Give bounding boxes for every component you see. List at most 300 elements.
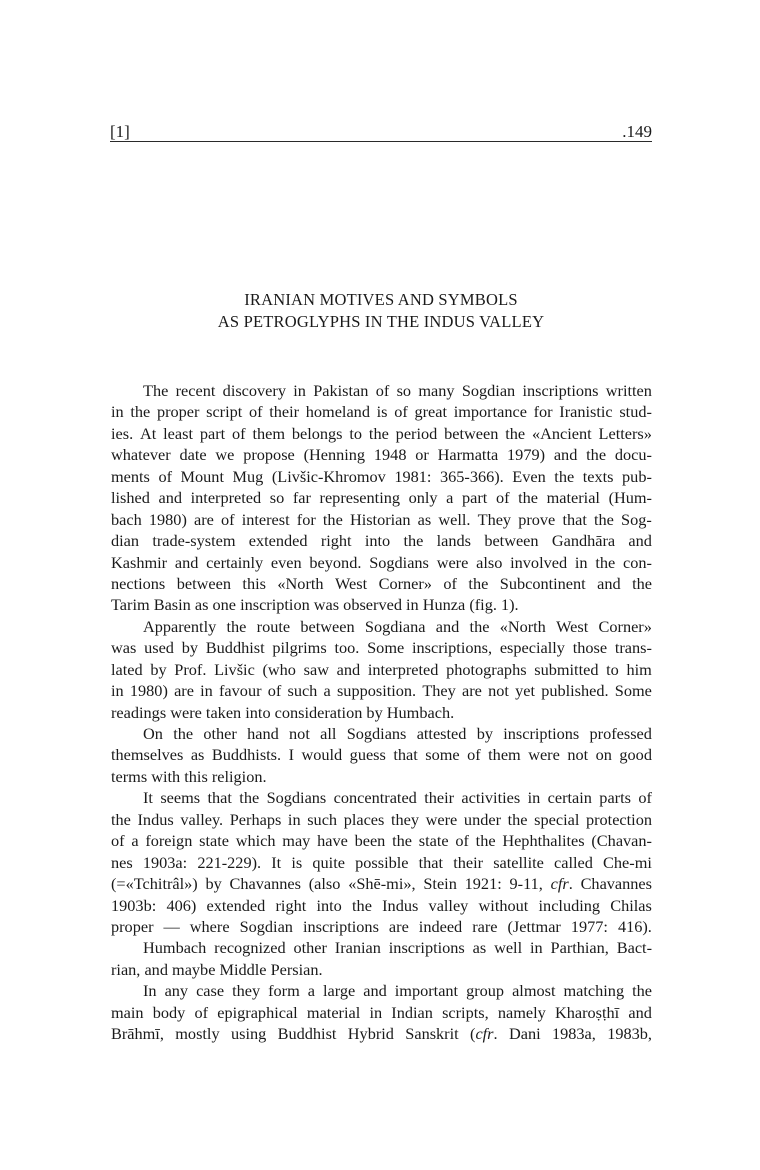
word: in bbox=[293, 381, 306, 400]
word: of bbox=[248, 402, 263, 422]
word: to bbox=[606, 659, 619, 679]
word: They bbox=[477, 509, 512, 529]
word: mostly bbox=[175, 1024, 220, 1044]
word: such bbox=[287, 681, 318, 701]
word: published. bbox=[541, 681, 609, 701]
word: protection bbox=[585, 809, 652, 829]
word: recognized bbox=[214, 938, 286, 958]
word: him bbox=[626, 659, 652, 679]
word: by bbox=[476, 724, 493, 743]
word: 406) bbox=[166, 895, 197, 915]
word: were bbox=[425, 809, 458, 829]
word: extended bbox=[206, 895, 266, 915]
word: the bbox=[554, 466, 575, 486]
word: called bbox=[554, 852, 593, 872]
word: trade-system bbox=[152, 531, 236, 551]
word: them bbox=[252, 423, 286, 443]
word: a bbox=[307, 981, 316, 1001]
word: the bbox=[505, 423, 526, 443]
word: material bbox=[306, 1002, 361, 1022]
word: 1980) bbox=[129, 681, 168, 701]
word: Sogdians bbox=[346, 724, 407, 743]
word: the bbox=[130, 402, 151, 422]
word: the bbox=[595, 552, 616, 572]
word: Sanskrit bbox=[405, 1024, 459, 1044]
word: lated bbox=[111, 659, 143, 679]
word: certainly bbox=[206, 552, 264, 572]
word: prove bbox=[518, 509, 556, 529]
text-line: rian, and maybe Middle Persian. bbox=[111, 959, 323, 979]
word: the bbox=[632, 981, 652, 1001]
word: Chavannes bbox=[229, 874, 301, 894]
word: the bbox=[403, 531, 424, 551]
word: Subcontinent bbox=[499, 573, 586, 593]
word: Some bbox=[614, 681, 652, 701]
word: a bbox=[323, 681, 331, 701]
word: Gandhāra bbox=[551, 531, 616, 551]
word: well. bbox=[438, 509, 471, 529]
word: right bbox=[320, 531, 352, 551]
word: and bbox=[435, 616, 460, 636]
word: 1981: bbox=[394, 466, 432, 486]
word: to bbox=[349, 423, 363, 443]
title-line-1: IRANIAN MOTIVES AND SYMBOLS bbox=[244, 290, 518, 309]
word: epigraphical bbox=[217, 1002, 298, 1022]
word: Parthian, bbox=[550, 938, 609, 958]
word: nes bbox=[111, 852, 133, 872]
word: and bbox=[597, 573, 621, 593]
word: Livšic bbox=[214, 659, 255, 679]
word: by bbox=[150, 659, 167, 679]
word: (=«Tchitrâl») bbox=[111, 874, 198, 894]
word: for bbox=[296, 509, 316, 529]
word: into bbox=[316, 895, 342, 915]
body-text bbox=[111, 380, 652, 1045]
text-line bbox=[111, 659, 652, 680]
text-line bbox=[111, 937, 652, 958]
text-line bbox=[111, 916, 652, 937]
word: script bbox=[206, 402, 243, 422]
word: part bbox=[462, 488, 488, 508]
word: date bbox=[179, 445, 207, 465]
word: concentrated bbox=[333, 788, 417, 808]
text-line bbox=[111, 744, 652, 765]
word: supposition. bbox=[336, 681, 417, 701]
word: They bbox=[422, 681, 456, 701]
word: valley. bbox=[180, 809, 224, 829]
word: 1903b: bbox=[111, 895, 157, 915]
word: route bbox=[256, 616, 291, 636]
word: that bbox=[207, 788, 232, 808]
word: activities bbox=[461, 788, 521, 808]
word: proper bbox=[111, 916, 154, 936]
word: saw bbox=[303, 659, 329, 679]
word: Pakistan bbox=[313, 381, 369, 400]
word: proper bbox=[156, 402, 200, 422]
word: using bbox=[230, 1024, 267, 1044]
word: Harmatta bbox=[437, 445, 499, 465]
word: Sogdians bbox=[369, 552, 429, 572]
word: the bbox=[392, 831, 412, 851]
title-line-2: AS PETROGLYPHS IN THE INDUS VALLEY bbox=[217, 311, 545, 331]
word: special bbox=[534, 809, 580, 829]
word: such bbox=[307, 809, 338, 829]
word: of bbox=[232, 423, 246, 443]
word: It bbox=[143, 788, 153, 808]
word: rare bbox=[472, 916, 498, 936]
word: bach bbox=[111, 509, 142, 529]
word: the bbox=[111, 809, 131, 829]
word: favour bbox=[219, 681, 262, 701]
word: cfr. bbox=[550, 874, 573, 894]
word: «Ancient bbox=[531, 423, 592, 443]
word: Some bbox=[367, 638, 405, 658]
word: in bbox=[200, 681, 213, 701]
word: themselves bbox=[111, 745, 184, 765]
word: interest bbox=[241, 509, 290, 529]
text-line bbox=[111, 380, 652, 401]
text-line bbox=[111, 466, 652, 487]
word: them bbox=[488, 745, 521, 765]
word: their bbox=[424, 788, 455, 808]
word: not bbox=[488, 681, 509, 701]
word: Iranistic bbox=[559, 402, 613, 422]
word: seems bbox=[160, 788, 201, 808]
word: important bbox=[394, 981, 459, 1001]
word: are bbox=[462, 681, 482, 701]
word: (Hum- bbox=[608, 488, 652, 508]
word: material bbox=[546, 488, 600, 508]
word: namely bbox=[497, 1002, 546, 1022]
word: is bbox=[291, 852, 303, 872]
word: and bbox=[628, 1002, 652, 1022]
word: the bbox=[322, 509, 343, 529]
word: the bbox=[352, 895, 372, 915]
word: pub- bbox=[622, 466, 652, 486]
word: On bbox=[143, 724, 163, 743]
word: of bbox=[394, 402, 408, 422]
word: (cfr. bbox=[470, 1024, 498, 1044]
word: of bbox=[221, 509, 235, 529]
word: «North bbox=[277, 573, 324, 593]
word: It bbox=[271, 852, 282, 872]
word: indeed bbox=[418, 916, 463, 936]
word: Prof. bbox=[174, 659, 207, 679]
word: right bbox=[275, 895, 307, 915]
word: been bbox=[354, 831, 386, 851]
word: of bbox=[495, 488, 510, 508]
word: 1948 bbox=[373, 445, 407, 465]
word: is bbox=[376, 402, 388, 422]
word: state bbox=[418, 831, 449, 851]
word: those bbox=[572, 638, 608, 658]
word: only bbox=[408, 488, 438, 508]
word: also bbox=[476, 552, 503, 572]
text-line bbox=[111, 637, 652, 658]
word: as bbox=[417, 509, 432, 529]
word: lands bbox=[436, 531, 472, 551]
word: between bbox=[176, 573, 231, 593]
word: this bbox=[242, 573, 266, 593]
text-line bbox=[111, 1023, 652, 1044]
word: written bbox=[605, 381, 652, 400]
word: the bbox=[468, 573, 489, 593]
word: may bbox=[282, 831, 311, 851]
header-rule bbox=[110, 141, 652, 142]
word: a bbox=[446, 488, 454, 508]
text-line bbox=[111, 487, 652, 508]
word: have bbox=[317, 831, 348, 851]
word: the bbox=[239, 788, 260, 808]
word: hand bbox=[247, 724, 279, 743]
word: the bbox=[586, 445, 607, 465]
text-line bbox=[111, 980, 652, 1001]
word: At bbox=[140, 423, 157, 443]
word: representing bbox=[319, 488, 400, 508]
word: the bbox=[368, 423, 389, 443]
word: quite bbox=[312, 852, 345, 872]
text-line bbox=[111, 423, 652, 444]
text-line bbox=[111, 895, 652, 916]
word: Che-mi bbox=[603, 852, 652, 872]
word: even bbox=[270, 552, 302, 572]
text-line bbox=[111, 723, 652, 744]
word: least bbox=[163, 423, 193, 443]
word: great bbox=[414, 402, 448, 422]
word: importance bbox=[453, 402, 527, 422]
word: 1983a, bbox=[551, 1024, 596, 1044]
word: (Jettmar bbox=[507, 916, 561, 936]
word: trans- bbox=[614, 638, 652, 658]
word: well bbox=[494, 938, 523, 958]
word: which bbox=[235, 831, 276, 851]
word: in bbox=[287, 809, 301, 829]
text-line bbox=[111, 787, 652, 808]
word: whatever bbox=[111, 445, 171, 465]
word: that bbox=[393, 745, 418, 765]
word: 1980) bbox=[148, 509, 187, 529]
word: many bbox=[418, 381, 455, 400]
word: not bbox=[567, 745, 589, 765]
word: group bbox=[466, 981, 505, 1001]
word: Indian bbox=[391, 1002, 433, 1022]
word: of bbox=[638, 788, 652, 808]
word: photographs bbox=[446, 659, 527, 679]
word: involved bbox=[510, 552, 568, 572]
word: Hybrid bbox=[347, 1024, 394, 1044]
word: other bbox=[293, 938, 327, 958]
word: Chilas bbox=[610, 895, 652, 915]
word: part bbox=[199, 423, 226, 443]
word: too. bbox=[334, 638, 360, 658]
word: of bbox=[467, 745, 481, 765]
word: Sogdians bbox=[266, 788, 327, 808]
word: — bbox=[163, 916, 180, 936]
text-line bbox=[111, 852, 652, 873]
word: some bbox=[425, 745, 460, 765]
word: almost bbox=[512, 981, 556, 1001]
word: dian bbox=[111, 531, 140, 551]
word: foreign bbox=[145, 831, 193, 851]
text-line bbox=[111, 680, 652, 701]
word: between bbox=[484, 531, 539, 551]
word: as bbox=[190, 745, 205, 765]
word: stud- bbox=[619, 402, 652, 422]
word: texts bbox=[582, 466, 614, 486]
word: Mug bbox=[232, 466, 264, 486]
word: Buddhist bbox=[277, 1024, 337, 1044]
word: far bbox=[292, 488, 311, 508]
word: under bbox=[463, 809, 501, 829]
word: the bbox=[507, 809, 528, 829]
word: into bbox=[364, 531, 391, 551]
word: 1903a: bbox=[142, 852, 188, 872]
word: Buddhists. bbox=[211, 745, 282, 765]
word: without bbox=[478, 895, 529, 915]
word: valley bbox=[428, 895, 469, 915]
word: in bbox=[111, 402, 124, 422]
word: docu- bbox=[614, 445, 652, 465]
word: belongs bbox=[291, 423, 343, 443]
word: scripts, bbox=[442, 1002, 489, 1022]
word: and bbox=[628, 531, 652, 551]
word: by bbox=[205, 874, 222, 894]
word: Dani bbox=[508, 1024, 541, 1044]
word: the bbox=[475, 831, 496, 851]
text-line bbox=[111, 873, 652, 894]
word: other bbox=[203, 724, 237, 743]
word: of bbox=[267, 681, 282, 701]
word: where bbox=[189, 916, 230, 936]
word: Corner» bbox=[378, 573, 432, 593]
word: Buddhist bbox=[205, 638, 265, 658]
word: ments bbox=[111, 466, 150, 486]
word: their bbox=[453, 852, 484, 872]
word: were bbox=[436, 552, 469, 572]
word: Indus bbox=[137, 809, 174, 829]
word: (also bbox=[308, 874, 341, 894]
word: so bbox=[396, 381, 412, 400]
word: Even bbox=[512, 466, 546, 486]
word: 1979) bbox=[507, 445, 546, 465]
word: inscriptions bbox=[388, 938, 465, 958]
word: case bbox=[196, 981, 225, 1001]
word: Brāhmī, bbox=[111, 1024, 164, 1044]
word: Sogdian bbox=[239, 916, 293, 936]
word: and bbox=[174, 552, 199, 572]
text-line bbox=[111, 530, 652, 551]
text-line bbox=[111, 444, 652, 465]
word: would bbox=[301, 745, 343, 765]
word: interpreted bbox=[190, 488, 262, 508]
word: and bbox=[158, 488, 183, 508]
word: especially bbox=[499, 638, 565, 658]
word: by bbox=[181, 638, 199, 658]
word: they bbox=[232, 981, 261, 1001]
word: «North bbox=[499, 616, 546, 636]
text-line bbox=[111, 1002, 652, 1023]
word: the bbox=[173, 724, 194, 743]
word: that bbox=[562, 509, 587, 529]
text-line bbox=[111, 509, 652, 530]
word: yet bbox=[515, 681, 535, 701]
word: professed bbox=[589, 724, 652, 743]
word: were bbox=[528, 745, 560, 765]
word: all bbox=[320, 724, 337, 743]
word: In bbox=[143, 981, 157, 1001]
article-title bbox=[110, 289, 652, 332]
word: possible bbox=[355, 852, 409, 872]
word: pilgrims bbox=[272, 638, 327, 658]
word: discovery bbox=[222, 381, 286, 400]
word: certain bbox=[547, 788, 592, 808]
word: of bbox=[455, 831, 469, 851]
word: of bbox=[111, 831, 125, 851]
word: attested bbox=[416, 724, 467, 743]
word: Mount bbox=[180, 466, 224, 486]
word: parts bbox=[599, 788, 631, 808]
word: Iranian bbox=[334, 938, 381, 958]
word: Humbach bbox=[143, 938, 207, 958]
word: Perhaps bbox=[229, 809, 282, 829]
text-line bbox=[111, 573, 652, 594]
word: submitted bbox=[534, 659, 599, 679]
word: West bbox=[556, 616, 589, 636]
word: 9-11, bbox=[509, 874, 543, 894]
word: West bbox=[334, 573, 368, 593]
word: not bbox=[289, 724, 310, 743]
word: propose bbox=[243, 445, 295, 465]
word: The bbox=[143, 381, 169, 400]
word: (Henning bbox=[303, 445, 366, 465]
word: period bbox=[395, 423, 438, 443]
word: Kharoṣṭhī bbox=[554, 1002, 620, 1022]
word: inscriptions, bbox=[412, 638, 493, 658]
word: that bbox=[418, 852, 444, 872]
word: Sogdian bbox=[461, 381, 516, 400]
word: con- bbox=[623, 552, 652, 572]
word: was bbox=[111, 638, 137, 658]
word: guess bbox=[349, 745, 386, 765]
word: Apparently bbox=[143, 616, 217, 636]
text-line bbox=[111, 809, 652, 830]
word: Bact- bbox=[616, 938, 652, 958]
word: the bbox=[469, 616, 490, 636]
word: state bbox=[199, 831, 229, 851]
word: 221-229). bbox=[197, 852, 262, 872]
word: 1977: bbox=[570, 916, 608, 936]
word: homeland bbox=[305, 402, 370, 422]
word: Indus bbox=[382, 895, 419, 915]
word: (Livšic-Khromov bbox=[271, 466, 386, 486]
word: Historian bbox=[349, 509, 411, 529]
word: including bbox=[538, 895, 601, 915]
word: in bbox=[369, 1002, 383, 1022]
word: form bbox=[268, 981, 300, 1001]
word: in bbox=[529, 938, 543, 958]
word: are bbox=[388, 916, 409, 936]
word: matching bbox=[563, 981, 625, 1001]
text-line bbox=[111, 552, 652, 573]
page-number: .149 bbox=[622, 122, 652, 141]
word: and bbox=[363, 981, 387, 1001]
word: of bbox=[158, 466, 172, 486]
word: their bbox=[269, 402, 300, 422]
word: places bbox=[343, 809, 385, 829]
word: for bbox=[533, 402, 553, 422]
word: are bbox=[194, 509, 214, 529]
word: as bbox=[472, 938, 487, 958]
